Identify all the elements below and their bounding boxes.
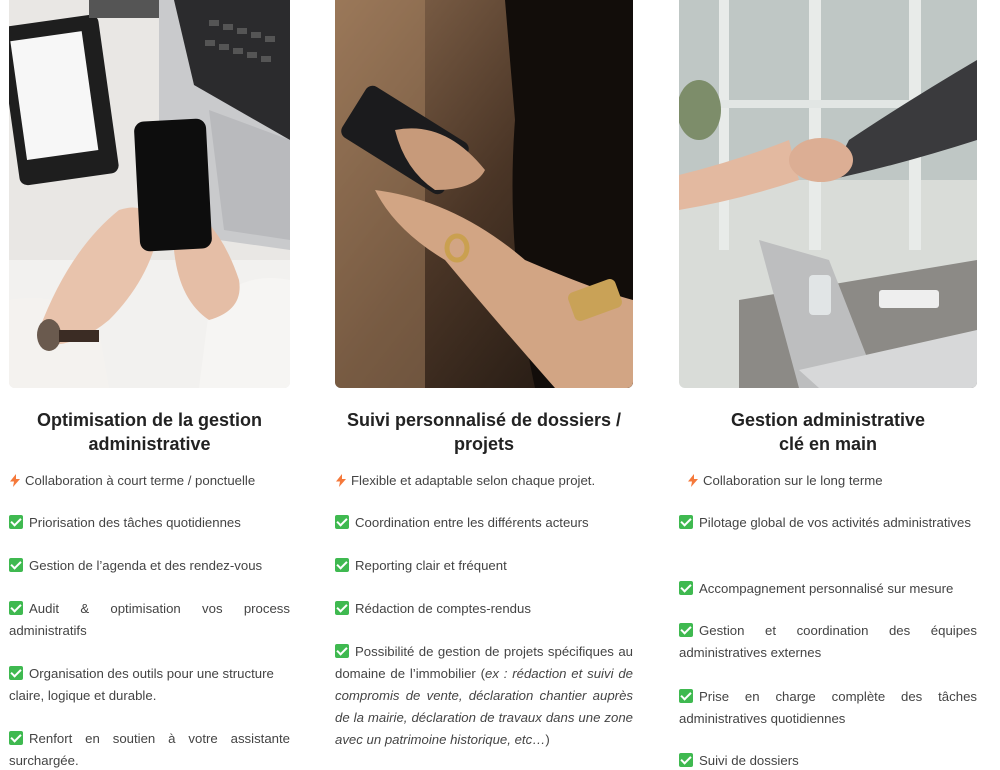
card-title: Gestion administrative clé en main	[730, 410, 926, 454]
item-label-end: )	[545, 732, 550, 747]
check-icon	[9, 666, 23, 680]
highlight-item	[679, 470, 977, 492]
flash-icon	[335, 474, 347, 487]
highlight-label: Collaboration à court terme / ponctuelle	[25, 473, 256, 488]
item-label: Gestion et coordination des équipes administratives externes	[679, 623, 977, 660]
check-icon	[679, 581, 693, 595]
check-icon	[9, 558, 23, 572]
list-item	[9, 728, 290, 770]
list-item	[335, 512, 633, 534]
photo-hand-smartphone	[335, 0, 633, 388]
check-icon	[679, 623, 693, 637]
item-label: Pilotage global de vos activités administratives	[699, 515, 971, 530]
list-item	[679, 512, 977, 534]
list-item	[335, 598, 633, 620]
item-label: Coordination entre les différents acteurs	[355, 515, 589, 530]
item-italic-example: ex : rédaction et suivi de compromis de vente, déclaration chantier auprès de la mairie, déclaration de travaux dans une zone avec un patrimoine historique, etc…	[335, 666, 633, 747]
check-icon	[679, 753, 693, 767]
list-item	[679, 686, 977, 730]
list-item	[9, 663, 290, 707]
item-label: Rédaction de comptes-rendus	[355, 601, 531, 616]
check-icon	[335, 601, 349, 615]
check-icon	[335, 515, 349, 529]
item-label: Suivi de dossiers	[699, 753, 799, 768]
list-item	[679, 578, 977, 600]
list-item	[679, 620, 977, 664]
card-title: Suivi personnalisé de dossiers / projets	[346, 410, 622, 454]
highlight-label: Collaboration sur le long terme	[703, 473, 883, 488]
check-icon	[335, 558, 349, 572]
highlight-item	[335, 470, 633, 492]
flash-icon	[9, 474, 21, 487]
highlight-label: Flexible et adaptable selon chaque projet.	[351, 473, 596, 488]
item-label: Audit & optimisation vos process administratifs	[9, 601, 290, 638]
item-label: Organisation des outils pour une structure claire, logique et durable.	[9, 666, 274, 703]
list-item	[9, 512, 290, 534]
list-item	[335, 641, 633, 751]
check-icon	[9, 731, 23, 745]
item-label: Accompagnement personnalisé sur mesure	[699, 581, 954, 596]
check-icon	[9, 515, 23, 529]
check-icon	[335, 644, 349, 658]
item-label: Reporting clair et fréquent	[355, 558, 507, 573]
card-title: Optimisation de la gestion administrative	[36, 410, 263, 454]
item-label: Renfort en soutien à votre assistante surchargée.	[9, 731, 290, 768]
flash-icon	[687, 474, 699, 487]
list-item	[335, 555, 633, 577]
check-icon	[679, 515, 693, 529]
photo-hands-phone-laptop	[9, 0, 290, 388]
item-label: Possibilité de gestion de projets spécifiques au domaine de l’immobilier (	[335, 644, 633, 681]
item-label: Prise en charge complète des tâches administratives quotidiennes	[679, 689, 977, 726]
highlight-item	[9, 470, 290, 492]
list-item	[679, 750, 977, 770]
item-label: Gestion de l’agenda et des rendez-vous	[29, 558, 263, 573]
check-icon	[679, 689, 693, 703]
item-label: Priorisation des tâches quotidiennes	[29, 515, 241, 530]
list-item	[9, 555, 290, 577]
photo-handshake-office	[679, 0, 977, 388]
list-item	[9, 598, 290, 642]
check-icon	[9, 601, 23, 615]
